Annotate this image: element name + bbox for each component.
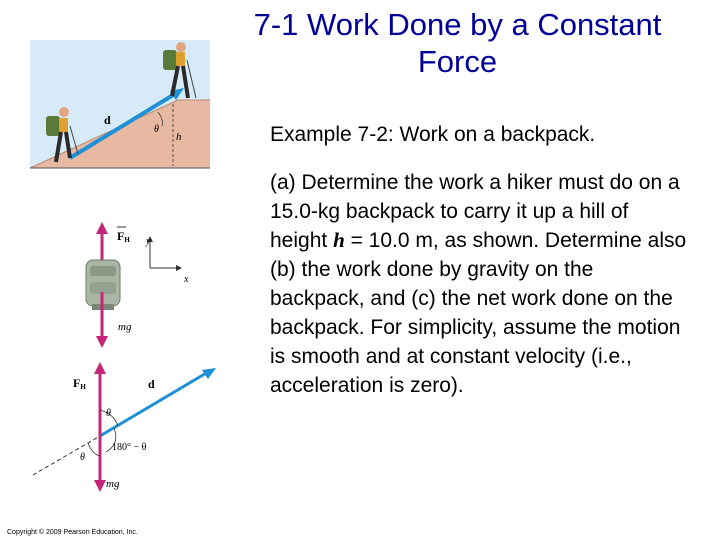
hiker-force-arrowhead <box>94 362 106 374</box>
title-line-1: 7-1 Work Done by a Constant <box>253 7 662 42</box>
x-axis-label: x <box>184 274 189 285</box>
angle-between-label: 180° − θ <box>112 442 147 453</box>
copyright-notice: Copyright © 2009 Pearson Education, Inc. <box>7 529 138 536</box>
hiker-force-label: FH <box>73 376 86 391</box>
angle-diagram <box>28 360 228 495</box>
problem-text-part-1: (a) Determine the work a hiker must do on a 15.0-kg backpack to carry it up a hill of height <box>270 171 680 252</box>
problem-text-part-2: = 10.0 m, as shown. Determine also (b) the work done by gravity on the backpack, and (c) the net work done on the backpack. For simplicity, assume the motion is smooth and at constant velocity (i.e., acceleration is zero). <box>270 229 687 397</box>
height-label: h <box>176 131 182 143</box>
angle-bottom-label: θ <box>80 452 85 463</box>
example-heading: Example 7-2: Work on a backpack. <box>270 123 596 146</box>
title-line-2: Force <box>417 44 498 79</box>
gravity-force-label: mg <box>106 478 120 490</box>
displacement-label: d <box>104 113 111 127</box>
slide-title <box>205 6 710 80</box>
angle-top-label: θ <box>106 408 111 419</box>
free-body-diagram <box>80 220 200 350</box>
angle-label: θ <box>154 124 159 135</box>
height-variable: h <box>333 228 345 252</box>
y-axis-label: y <box>146 236 151 247</box>
gravity-force-arrowhead <box>96 336 108 348</box>
problem-statement <box>270 168 690 400</box>
angle-bottom-arc <box>88 443 100 456</box>
x-axis-arrowhead <box>176 265 182 271</box>
gravity-force-arrowhead <box>94 480 106 492</box>
gravity-force-label: mg <box>118 321 132 333</box>
displacement-label: d <box>148 377 155 391</box>
hiker-force-arrowhead <box>96 222 108 234</box>
hiker-force-label: FH <box>117 229 130 244</box>
extension-line <box>33 436 100 475</box>
hill-figure <box>30 40 210 175</box>
